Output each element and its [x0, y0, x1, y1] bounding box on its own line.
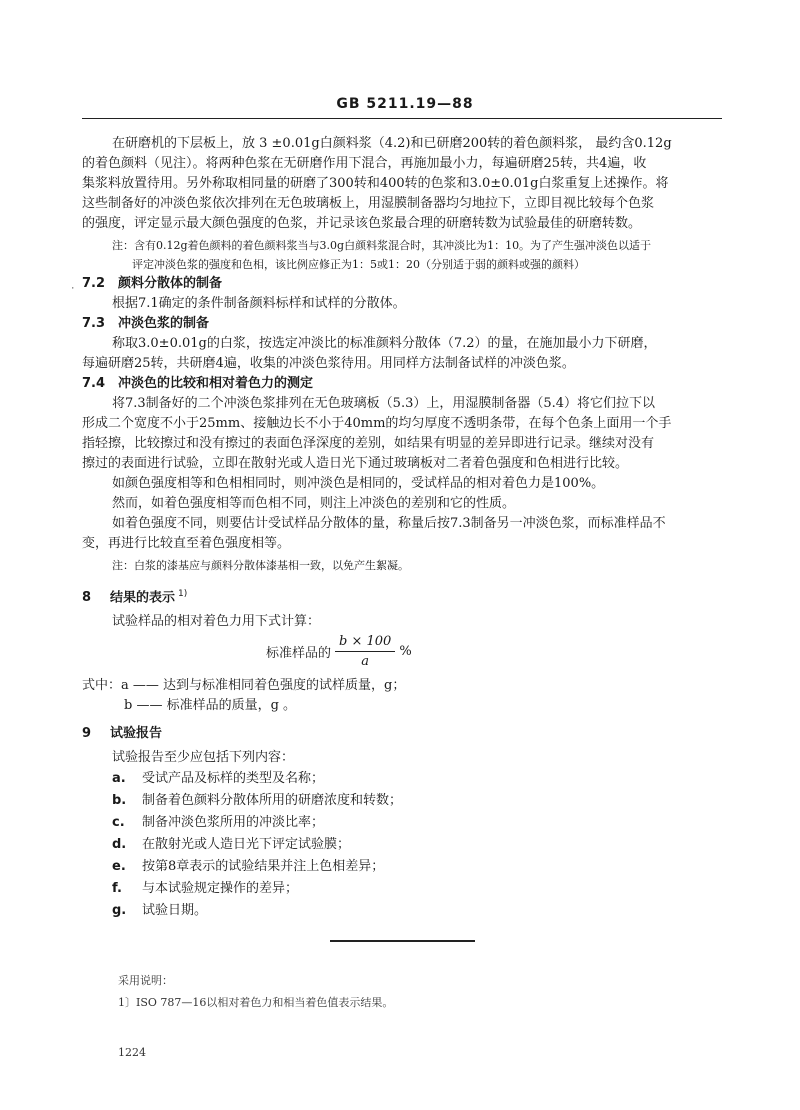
- footnote-reference: 1): [178, 589, 188, 599]
- section-number: 7.4: [82, 376, 106, 391]
- paragraph-line: 变，再进行比较直至着色强度相等。: [82, 536, 291, 551]
- variable-definition: b —— 标准样品的质量，g 。: [124, 698, 297, 713]
- list-item-text: 与本试验规定操作的差异；: [142, 881, 299, 896]
- paragraph-line: 如着色强度不同，则要估计受试样品分散体的量，称量后按7.3制备另一冲淡色浆，而标准样品不: [112, 516, 666, 531]
- relative-strength-formula: [266, 628, 412, 674]
- section-number: 7.2: [82, 276, 106, 291]
- section-heading-9: [82, 724, 162, 744]
- list-item-letter: g.: [112, 903, 127, 918]
- section-number: 9: [82, 726, 92, 741]
- paragraph-line: 形成二个宽度不小于25mm、接触边长不小于40mm的均匀厚度不透明条带，在每个色条上面用一个手: [82, 416, 672, 431]
- variable-definition: 式中：a —— 达到与标准相同着色强度的试样质量，g；: [82, 678, 406, 693]
- header-rule: [82, 118, 722, 119]
- footnote-title: 采用说明：: [118, 974, 173, 987]
- list-item-text: 在散射光或人造日光下评定试验膜；: [142, 837, 351, 852]
- page-number: 1224: [118, 1046, 146, 1059]
- section-number: 8: [82, 590, 92, 606]
- formula-fraction: [335, 634, 395, 669]
- paragraph-line: 称取3.0±0.01g的白浆，按选定冲淡比的标准颜料分散体（7.2）的量，在施加最小力下研磨，: [112, 336, 657, 351]
- formula-numerator: b × 100: [335, 634, 395, 652]
- paragraph-line: 擦过的表面进行试验，立即在散射光或人造日光下通过玻璃板对二者着色强度和色相进行比较。: [82, 456, 629, 471]
- list-item: [112, 790, 402, 812]
- list-item: [112, 900, 402, 922]
- formula-prefix: 标准样品的: [266, 645, 332, 661]
- list-item-text: 受试产品及标样的类型及名称；: [142, 771, 325, 786]
- report-items-list: [112, 768, 402, 922]
- list-item-letter: c.: [112, 815, 125, 830]
- paragraph-line: 然而，如着色强度相等而色相不同，则注上冲淡色的差别和它的性质。: [112, 496, 516, 511]
- section-heading-7-2: [82, 274, 222, 294]
- paragraph-line: 的强度，评定显示最大颜色强度的色浆，并记录该色浆最合理的研磨转数为试验最佳的研磨转数。: [82, 216, 642, 231]
- end-of-text-rule: [330, 940, 475, 942]
- paragraph-line: 指轻擦，比较擦过和没有擦过的表面色泽深度的差别，如结果有明显的差异即进行记录。继续对没有: [82, 436, 655, 451]
- list-item: [112, 834, 402, 856]
- paragraph-line: 如颜色强度相等和色相相同时，则冲淡色是相同的，受试样品的相对着色力是100%。: [112, 476, 605, 491]
- list-item: [112, 768, 402, 790]
- paragraph-line: 集浆料放置待用。另外称取相同量的研磨了300转和400转的色浆和3.0±0.01g白浆重复上述操作。将: [82, 176, 669, 191]
- section-heading-8: [82, 584, 187, 608]
- list-item-text: 制备冲淡色浆所用的冲淡比率；: [142, 815, 325, 830]
- list-item-letter: b.: [112, 793, 127, 808]
- note-line: 注：含有0.12g着色颜料的着色颜料浆当与3.0g白颜料浆混合时，其冲淡比为1：10。为了产生强冲淡色以适于: [112, 239, 652, 252]
- section-title: 结果的表示: [110, 590, 176, 606]
- list-item: [112, 878, 402, 900]
- list-item-text: 试验日期。: [142, 903, 208, 918]
- paragraph-line: 的着色颜料（见注）。将两种色浆在无研磨作用下混合，再施加最小力，每遍研磨25转，共4遍，收: [82, 156, 647, 171]
- footnote-text: 1〕ISO 787—16以相对着色力和相当着色值表示结果。: [118, 996, 394, 1009]
- formula-suffix: %: [399, 643, 412, 659]
- note-line: 注：白浆的漆基应与颜料分散体漆基相一致，以免产生絮凝。: [112, 559, 409, 572]
- section-title: 冲淡色的比较和相对着色力的测定: [118, 376, 314, 391]
- standard-number-header: GB 5211.19—88: [336, 96, 474, 112]
- paragraph-line: 这些制备好的冲淡色浆依次排列在无色玻璃板上，用湿膜制备器均匀地拉下，立即目视比较每个色浆: [82, 196, 655, 211]
- paragraph-line: 将7.3制备好的二个冲淡色浆排列在无色玻璃板（5.3）上，用湿膜制备器（5.4）将它们拉下以: [112, 396, 656, 411]
- paragraph-line: 试验报告至少应包括下列内容：: [112, 750, 295, 765]
- note-line: 评定冲淡色浆的强度和色相，该比例应修正为1：5或1：20（分别适于弱的颜料或强的颜料）: [132, 258, 585, 271]
- list-item: [112, 812, 402, 834]
- section-title: 试验报告: [110, 726, 163, 741]
- scan-mark: ˙: [70, 286, 76, 299]
- list-item-letter: e.: [112, 859, 126, 874]
- list-item-letter: f.: [112, 881, 122, 896]
- paragraph-line: 每遍研磨25转，共研磨4遍，收集的冲淡色浆待用。用同样方法制备试样的冲淡色浆。: [82, 356, 575, 371]
- section-title: 冲淡色浆的制备: [118, 316, 210, 331]
- list-item-text: 制备着色颜料分散体所用的研磨浓度和转数；: [142, 793, 403, 808]
- paragraph-line: 在研磨机的下层板上，放 3 ±0.01g白颜料浆（4.2)和已研磨200转的着色颜料浆， 最约含0.12g: [112, 136, 672, 151]
- paragraph-line: 试验样品的相对着色力用下式计算：: [112, 614, 321, 629]
- paragraph-line: 根据7.1确定的条件制备颜料标样和试样的分散体。: [112, 296, 406, 311]
- list-item-letter: a.: [112, 771, 126, 786]
- section-heading-7-3: [82, 314, 209, 334]
- section-heading-7-4: [82, 374, 313, 394]
- list-item: [112, 856, 402, 878]
- list-item-text: 按第8章表示的试验结果并注上色相差异；: [142, 859, 385, 874]
- section-title: 颜料分散体的制备: [118, 276, 223, 291]
- formula-denominator: a: [361, 653, 370, 669]
- list-item-letter: d.: [112, 837, 127, 852]
- section-number: 7.3: [82, 316, 106, 331]
